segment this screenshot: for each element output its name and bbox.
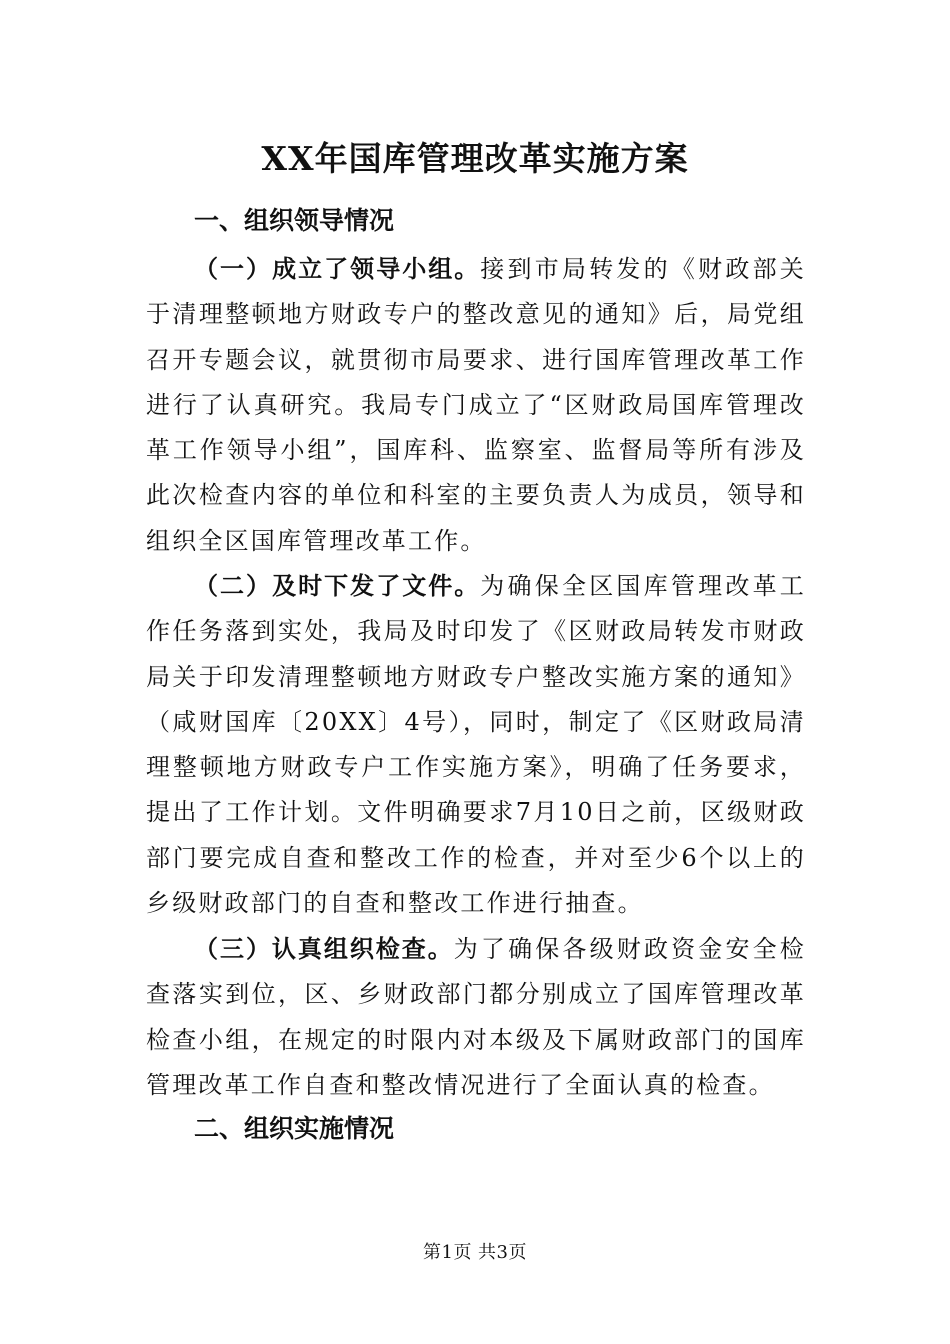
section-heading-1: 一、组织领导情况 bbox=[194, 206, 395, 235]
document-title: XX年国库管理改革实施方案 bbox=[261, 139, 689, 178]
page-number: 第1页 bbox=[423, 1242, 472, 1263]
paragraph-3-lead: （三）认真组织检查。 bbox=[194, 934, 454, 963]
paragraph-1-text: 接到市局转发的《财政部关于清理整顿地方财政专户的整改意见的通知》后，局党组召开专题会议，就贯彻市局要求、进行国库管理改革工作进行了认真研究。我局专门成立了“区财政局国库管理改革工作领导小组”，国库科、监察室、监督局等所有涉及此次检查内容的单位和科室的主要负责人为成员，领导和组织全区国库管理改革工作。 bbox=[146, 255, 806, 555]
paragraph-2 bbox=[146, 563, 806, 926]
paragraph-3 bbox=[146, 926, 806, 1108]
paragraph-2-lead: （二）及时下发了文件。 bbox=[194, 571, 481, 600]
paragraph-1-lead: （一）成立了领导小组。 bbox=[194, 254, 481, 283]
paragraph-2-text: 为确保全区国库管理改革工作任务落到实处，我局及时印发了《区财政局转发市财政局关于印发清理整顿地方财政专户整改实施方案的通知》（咸财国库〔20XX〕4号），同时，制定了《区财政局清理整顿地方财政专户工作实施方案》，明确了任务要求，提出了工作计划。文件明确要求7月10日之前，区级财政部门要完成自查和整改工作的检查，并对至少6个以上的乡级财政部门的自查和整改工作进行抽查。 bbox=[146, 572, 806, 918]
section-heading-2: 二、组织实施情况 bbox=[194, 1114, 395, 1143]
page-total: 共3页 bbox=[478, 1242, 527, 1263]
paragraph-1 bbox=[146, 246, 806, 564]
paragraph-3-text: 为了确保各级财政资金安全检查落实到位，区、乡财政部门都分别成立了国库管理改革检查小组，在规定的时限内对本级及下属财政部门的国库管理改革工作自查和整改情况进行了全面认真的检查。 bbox=[146, 935, 807, 1099]
page-footer bbox=[0, 1240, 950, 1266]
